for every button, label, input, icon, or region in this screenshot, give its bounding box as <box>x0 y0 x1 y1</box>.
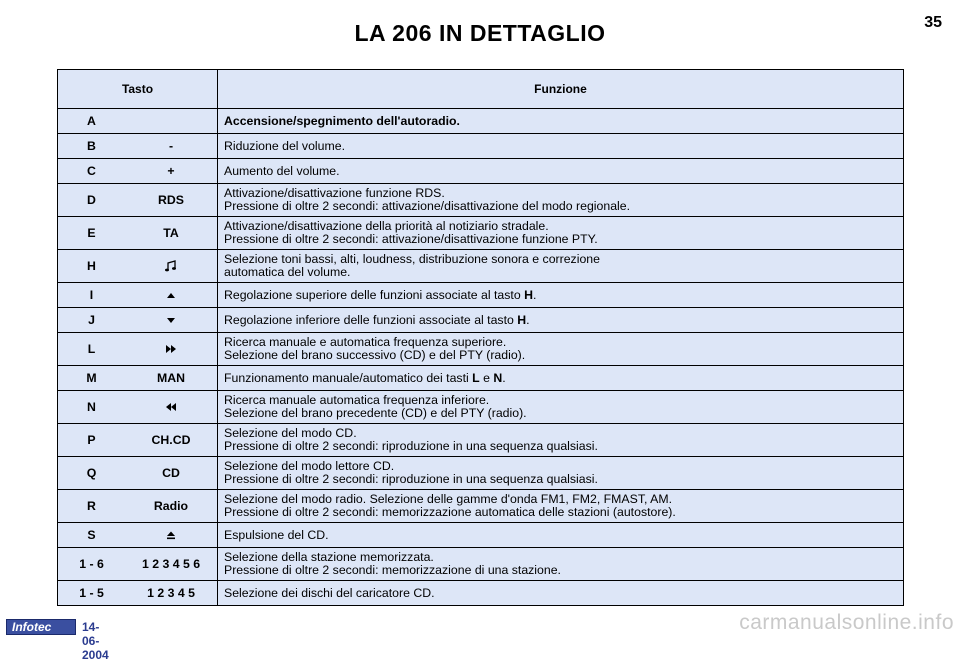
note-icon <box>164 260 178 272</box>
row-letter: L <box>58 333 126 366</box>
row-letter: H <box>58 250 126 283</box>
row-function: Selezione della stazione memorizzata. Pressione di oltre 2 secondi: memorizzazione di una stazione. <box>218 548 904 581</box>
row-key: MAN <box>125 366 218 391</box>
footer-date: 14-06-2004 <box>82 620 109 662</box>
table-row <box>58 217 904 250</box>
row-letter: I <box>58 283 126 308</box>
row-function: Accensione/spegnimento dell'autoradio. <box>218 109 904 134</box>
table-row <box>58 333 904 366</box>
row-letter: M <box>58 366 126 391</box>
row-key: CH.CD <box>125 424 218 457</box>
row-function: Attivazione/disattivazione funzione RDS. Pressione di oltre 2 secondi: attivazione/disattivazione del modo regionale. <box>218 184 904 217</box>
row-letter: E <box>58 217 126 250</box>
function-table <box>57 69 904 606</box>
triangle-down-icon <box>164 314 178 326</box>
row-key <box>125 391 218 424</box>
row-function: Aumento del volume. <box>218 159 904 184</box>
page-title: LA 206 IN DETTAGLIO <box>354 20 606 46</box>
row-letter: B <box>58 134 126 159</box>
table-row <box>58 457 904 490</box>
row-key <box>125 283 218 308</box>
row-letter: S <box>58 523 126 548</box>
watermark: carmanualsonline.info <box>739 611 954 634</box>
row-letter: J <box>58 308 126 333</box>
fast-forward-icon <box>164 343 178 355</box>
page-number: 35 <box>924 14 942 31</box>
table-row <box>58 490 904 523</box>
triangle-up-icon <box>164 289 178 301</box>
row-key <box>125 308 218 333</box>
table-row <box>58 308 904 333</box>
table-row <box>58 134 904 159</box>
rewind-icon <box>164 401 178 413</box>
row-key: - <box>125 134 218 159</box>
header-key: Tasto <box>58 70 218 109</box>
row-letter: C <box>58 159 126 184</box>
table-row <box>58 424 904 457</box>
row-function: Selezione del modo CD. Pressione di oltre 2 secondi: riproduzione in una sequenza qualsiasi. <box>218 424 904 457</box>
row-function: Selezione del modo radio. Selezione delle gamme d'onda FM1, FM2, FMAST, AM. Pressione di oltre 2 secondi: memorizzazione automatica delle stazioni (autostore). <box>218 490 904 523</box>
row-letter: 1 - 5 <box>58 581 126 606</box>
row-function: Regolazione superiore delle funzioni associate al tasto H. <box>218 283 904 308</box>
row-key: CD <box>125 457 218 490</box>
row-key <box>125 250 218 283</box>
row-letter: R <box>58 490 126 523</box>
row-function: Ricerca manuale automatica frequenza inferiore. Selezione del brano precedente (CD) e del PTY (radio). <box>218 391 904 424</box>
row-function: Ricerca manuale e automatica frequenza superiore. Selezione del brano successivo (CD) e del PTY (radio). <box>218 333 904 366</box>
row-function: Espulsione del CD. <box>218 523 904 548</box>
row-key: + <box>125 159 218 184</box>
row-function: Selezione del modo lettore CD. Pressione di oltre 2 secondi: riproduzione in una sequenza qualsiasi. <box>218 457 904 490</box>
row-key: Radio <box>125 490 218 523</box>
table-row <box>58 366 904 391</box>
table-row <box>58 391 904 424</box>
row-letter: D <box>58 184 126 217</box>
table-row <box>58 109 904 134</box>
table-row <box>58 523 904 548</box>
row-key: 1 2 3 4 5 <box>125 581 218 606</box>
row-letter: P <box>58 424 126 457</box>
row-function: Funzionamento manuale/automatico dei tasti L e N. <box>218 366 904 391</box>
table-row <box>58 250 904 283</box>
row-key: TA <box>125 217 218 250</box>
row-function: Selezione toni bassi, alti, loudness, distribuzione sonora e correzione automatica del volume. <box>218 250 904 283</box>
row-key <box>125 523 218 548</box>
table-header <box>58 70 904 109</box>
table-row <box>58 159 904 184</box>
row-function: Attivazione/disattivazione della priorità al notiziario stradale. Pressione di oltre 2 secondi: attivazione/disattivazione funzione PTY. <box>218 217 904 250</box>
row-function: Riduzione del volume. <box>218 134 904 159</box>
row-letter: 1 - 6 <box>58 548 126 581</box>
table-row <box>58 283 904 308</box>
brand-logo: Infotec <box>6 619 76 635</box>
row-letter: Q <box>58 457 126 490</box>
row-function: Regolazione inferiore delle funzioni associate al tasto H. <box>218 308 904 333</box>
row-letter: N <box>58 391 126 424</box>
header-function: Funzione <box>218 70 904 109</box>
table-row <box>58 184 904 217</box>
table-row <box>58 548 904 581</box>
eject-icon <box>164 529 178 541</box>
row-key: RDS <box>125 184 218 217</box>
row-key <box>125 333 218 366</box>
table-row <box>58 581 904 606</box>
row-key: 1 2 3 4 5 6 <box>125 548 218 581</box>
row-function: Selezione dei dischi del caricatore CD. <box>218 581 904 606</box>
row-letter: A <box>58 109 126 134</box>
row-key <box>125 109 218 134</box>
